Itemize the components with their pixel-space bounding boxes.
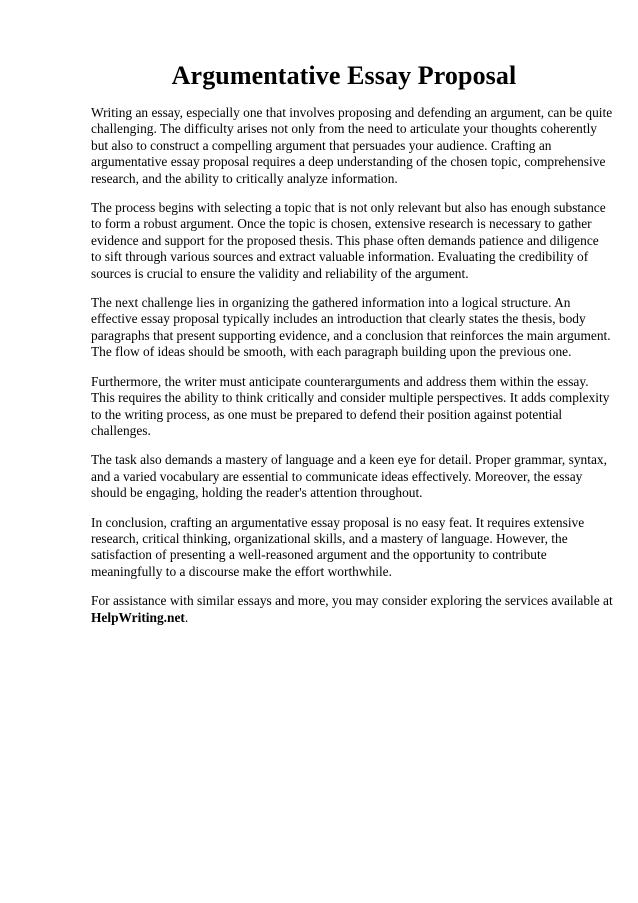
paragraph-line: meaningfully to a discourse make the effort worthwhile.: [91, 563, 392, 579]
paragraph-6: [91, 515, 597, 581]
paragraph-line: to the writing process, as one must be prepared to defend their position against potential: [91, 406, 563, 422]
paragraph-line: paragraphs that present supporting evidence, and a conclusion that reinforces the main argument.: [91, 327, 611, 343]
paragraph-line: Furthermore, the writer must anticipate counterarguments and address them within the essay.: [91, 373, 589, 389]
closing-line: For assistance with similar essays and more, you may consider exploring the services available at: [91, 593, 613, 609]
paragraph-line: argumentative essay proposal requires a deep understanding of the chosen topic, comprehensive: [91, 154, 606, 170]
paragraph-1: [91, 105, 613, 187]
closing-link-line: [91, 610, 597, 626]
paragraph-line: This requires the ability to think critically and consider multiple perspectives. It adds complexity: [91, 390, 610, 406]
paragraph-2: [91, 200, 606, 282]
paragraph-line: The flow of ideas should be smooth, with each paragraph building upon the previous one.: [91, 344, 572, 360]
paragraph-line: evidence and support for the proposed thesis. This phase often demands patience and diligence: [91, 232, 599, 248]
paragraph-line: research, critical thinking, organizational skills, and a mastery of language. However, the: [91, 530, 568, 546]
paragraph-line: satisfaction of presenting a well-reasoned argument and the opportunity to contribute: [91, 547, 547, 563]
paragraph-line: The process begins with selecting a topic that is not only relevant but also has enough substance: [91, 200, 606, 216]
paragraph-line: challenges.: [91, 422, 151, 438]
closing-paragraph: [91, 593, 613, 626]
paragraph-line: should be engaging, holding the reader's attention throughout.: [91, 485, 423, 501]
paragraph-line: sources is crucial to ensure the validity and reliability of the argument.: [91, 265, 469, 281]
closing-suffix: .: [184, 609, 189, 625]
paragraph-line: challenging. The difficulty arises not only from the need to articulate your thoughts coherently: [91, 121, 597, 137]
paragraph-line: and a varied vocabulary are essential to communicate ideas effectively. Moreover, the essay: [91, 468, 583, 484]
paragraph-line: In conclusion, crafting an argumentative essay proposal is no easy feat. It requires extensive: [91, 514, 585, 530]
paragraph-line: research, and the ability to critically analyze information.: [91, 170, 398, 186]
paragraph-line: The next challenge lies in organizing the gathered information into a logical structure. An: [91, 295, 571, 311]
paragraph-5: [91, 452, 607, 501]
paragraph-4: [91, 373, 610, 440]
paragraph-line: The task also demands a mastery of language and a keen eye for detail. Proper grammar, syntax,: [91, 452, 607, 468]
document-page: [91, 60, 613, 639]
helpwriting-link[interactable]: HelpWriting.net: [91, 609, 185, 625]
paragraph-3: [91, 295, 611, 361]
paragraph-line: effective essay proposal typically includes an introduction that clearly states the thesis, body: [91, 311, 586, 327]
paragraph-line: Writing an essay, especially one that involves proposing and defending an argument, can be quite: [91, 105, 613, 120]
document-title: Argumentative Essay Proposal: [171, 61, 517, 90]
paragraph-line: but also to construct a compelling argument that persuades your audience. Crafting an: [91, 137, 552, 153]
paragraph-line: to sift through various sources and extract valuable information. Evaluating the credibility of: [91, 249, 589, 265]
paragraph-line: to form a robust argument. Once the topic is chosen, extensive research is necessary to gather: [91, 216, 592, 232]
